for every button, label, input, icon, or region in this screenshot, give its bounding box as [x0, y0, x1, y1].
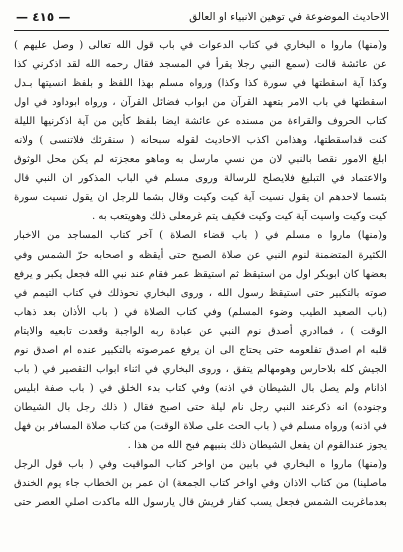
- text-line: (باب الصعيد الطيب وضوء المسلم) وفي كتاب الصلاة في ( باب الأذان بعد ذهاب: [14, 306, 387, 318]
- text-line: و(منها) ماروا ه مسلم في ( باب قضاء الصلاة ) آخر كتاب المساجد من الاخبار: [14, 230, 387, 242]
- page-number: — ٤١٥ —: [16, 10, 71, 24]
- page-header: [16, 6, 389, 28]
- text-line: قلبه ام اصدق تفلعومه حتى يحتاج الى ان يرفع عمرصوته بالتكبير عنده ام اصدق نوم: [14, 344, 387, 356]
- body-text: [14, 36, 387, 512]
- text-line: عن عائشة قالت (سمع النبي رجلا يقرأ في المسجد فقال رحمه الله لقد اذكرني كذا: [14, 59, 387, 71]
- running-title: الاحاديث الموضوعة في توهين الانبياء او العالق: [189, 11, 389, 23]
- text-line: يجوز عندالقوم ان يفعل الشيطان ذلك بنبيهم فبح الله من هذا .: [127, 439, 387, 451]
- text-line: كنت قداسقطتها، وهذامن اكذب الاحاديث لقوله سبحانه ( سنقرئك فلاتنسى ) ولانه: [14, 135, 387, 147]
- text-line: اسقطتها في باب الامر بتعهد القرآن من ابواب فضائل القرآن ، ورواه ابوداود في اول: [14, 97, 387, 109]
- text-line: ابلغ الامور نقصا بالنبي لان من نسي مارسل به وماهو معجزته لم يكن محل الوثوق: [14, 154, 387, 166]
- text-line: ماصلينا) من كتاب الاذان وفي اواخر كتاب الجمعة) ان عمر بن الخطاب جاء يوم الخندق: [14, 478, 387, 490]
- text-line: كيت وكيت واسيت آية كيت وكيت فكيف يتم غرمعلى ذلك وهويتعب به .: [91, 211, 387, 223]
- text-line: والاعتماد في التبليغ فلايصلح للرسالة وروى مسلم في الباب المذكور ان النبي قال: [14, 173, 387, 185]
- text-line: بعضها كان ابوبكر اول من استيقظ ثم استيقظ عمر فقام عند نبي الله فجعل يكبر و يرفع: [14, 268, 387, 280]
- text-line: وكذا آية اسقطتها في سورة كذا وكذا) ورواه مسلم بهذا اللفظ و بلفظ انسيتها بـدل: [14, 78, 387, 90]
- text-line: بعدماغربت الشمس فجعل يسب كفار قريش قال يارسول الله ماكدت اصلي العصر حتى: [14, 497, 387, 509]
- text-line: صوته بالتكبير حتى استيقظ رسول الله ، وروى البخاري نحوذلك في كتاب التيمم في: [14, 287, 387, 299]
- text-line: و(منها) ماروا ه البخاري في بابين من اواخر كتاب المواقيت وفي ( باب قول الرجل: [14, 459, 387, 471]
- text-line: و(منها) ماروا ه البخاري في كتاب الدعوات في باب قول الله تعالى ( وصل عليهم ): [14, 40, 387, 51]
- text-line: كتاب الحروف والقراءة من مسنده عن عائشة ايضا بلفظ كأين من آية اذكرنيها الليلة: [14, 116, 387, 128]
- text-line: وجنوده) انه ذكرعند النبي رجل نام ليلة حتى اصبح فقال ( ذلك رجل بال الشيطان: [14, 401, 387, 413]
- text-line: اذانام ولم يصل بال الشيطان في اذنه) وفي كتاب بدء الخلق في ( باب صفة ابليس: [14, 382, 387, 394]
- text-line: في اذنه) ورواه مسلم في ( باب الحث على صلاة الوقت) من كتاب صلاة المسافر بن فهل: [14, 420, 387, 432]
- header-rule: [14, 30, 389, 31]
- text-line: الجيش كله بلاحارس وهومهالم يتفق ، وروى البخاري في اثناء ابواب التقصير في ( باب: [14, 363, 387, 375]
- text-line: بئسما لاحدهم ان يقول نسيت آية كيت وكيت وقال بشما للرجل ان يقول نسيت سورة: [14, 192, 387, 204]
- text-line: الوقت ) ، فماادري أصدق نوم النبي عن عبادة ربه الواجبة وقعدت تابعيه والايتام: [14, 325, 387, 337]
- text-line: الكثيرة المتضمنة لنوم النبي عن صلاة الصبح حتى أيقظه و اصحابه حرّ الشمس وفي: [14, 249, 387, 261]
